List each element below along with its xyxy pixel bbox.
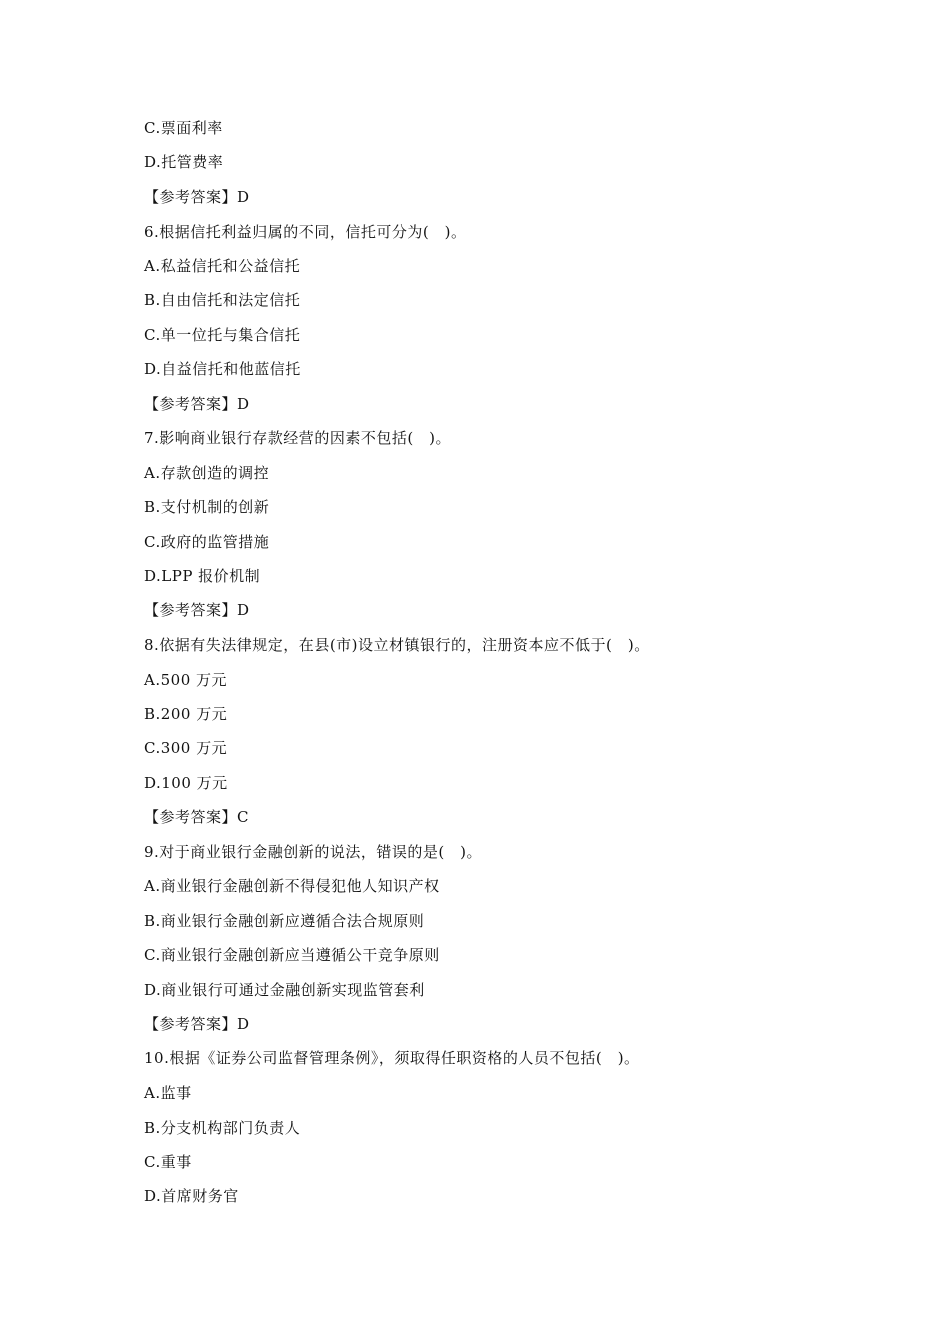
question-line: 9.对于商业银行金融创新的说法，错误的是( )。 xyxy=(144,843,483,861)
option-line: A.500 万元 xyxy=(144,671,227,689)
option-line: B.商业银行金融创新应遵循合法合规原则 xyxy=(144,912,425,930)
answer-line: 【参考答案】D xyxy=(144,188,250,206)
option-line: B.支付机制的创新 xyxy=(144,498,270,516)
question-line: 8.依据有失法律规定，在县(市)设立材镇银行的，注册资本应不低于( )。 xyxy=(144,636,650,654)
option-line: A.商业银行金融创新不得侵犯他人知识产权 xyxy=(144,877,440,895)
answer-line: 【参考答案】C xyxy=(144,808,249,826)
option-line: D.LPP 报价机制 xyxy=(144,567,261,585)
option-line: B.200 万元 xyxy=(144,705,228,723)
option-line: D.自益信托和他蓝信托 xyxy=(144,360,301,378)
option-line: C.商业银行金融创新应当遵循公干竞争原则 xyxy=(144,946,440,964)
option-line: C.政府的监管措施 xyxy=(144,533,270,551)
option-line: C.300 万元 xyxy=(144,739,228,757)
option-line: C.票面利率 xyxy=(144,119,223,137)
answer-line: 【参考答案】D xyxy=(144,1015,250,1033)
question-line: 7.影响商业银行存款经营的因素不包括( )。 xyxy=(144,429,452,447)
option-line: A.存款创造的调控 xyxy=(144,464,270,482)
option-line: A.监事 xyxy=(144,1084,192,1102)
option-line: C.单一位托与集合信托 xyxy=(144,326,301,344)
option-line: B.自由信托和法定信托 xyxy=(144,291,301,309)
option-line: B.分支机构部门负责人 xyxy=(144,1119,301,1137)
option-line: D.托管费率 xyxy=(144,153,224,171)
option-line: D.100 万元 xyxy=(144,774,228,792)
option-line: D.商业银行可通过金融创新实现监管套利 xyxy=(144,981,425,999)
question-line: 10.根据《证券公司监督管理条例》，须取得任职资格的人员不包括( )。 xyxy=(144,1049,640,1067)
option-line: D.首席财务官 xyxy=(144,1187,239,1205)
answer-line: 【参考答案】D xyxy=(144,395,250,413)
question-line: 6.根据信托利益归属的不同，信托可分为( )。 xyxy=(144,223,467,241)
answer-line: 【参考答案】D xyxy=(144,601,250,619)
option-line: A.私益信托和公益信托 xyxy=(144,257,301,275)
option-line: C.重事 xyxy=(144,1153,192,1171)
